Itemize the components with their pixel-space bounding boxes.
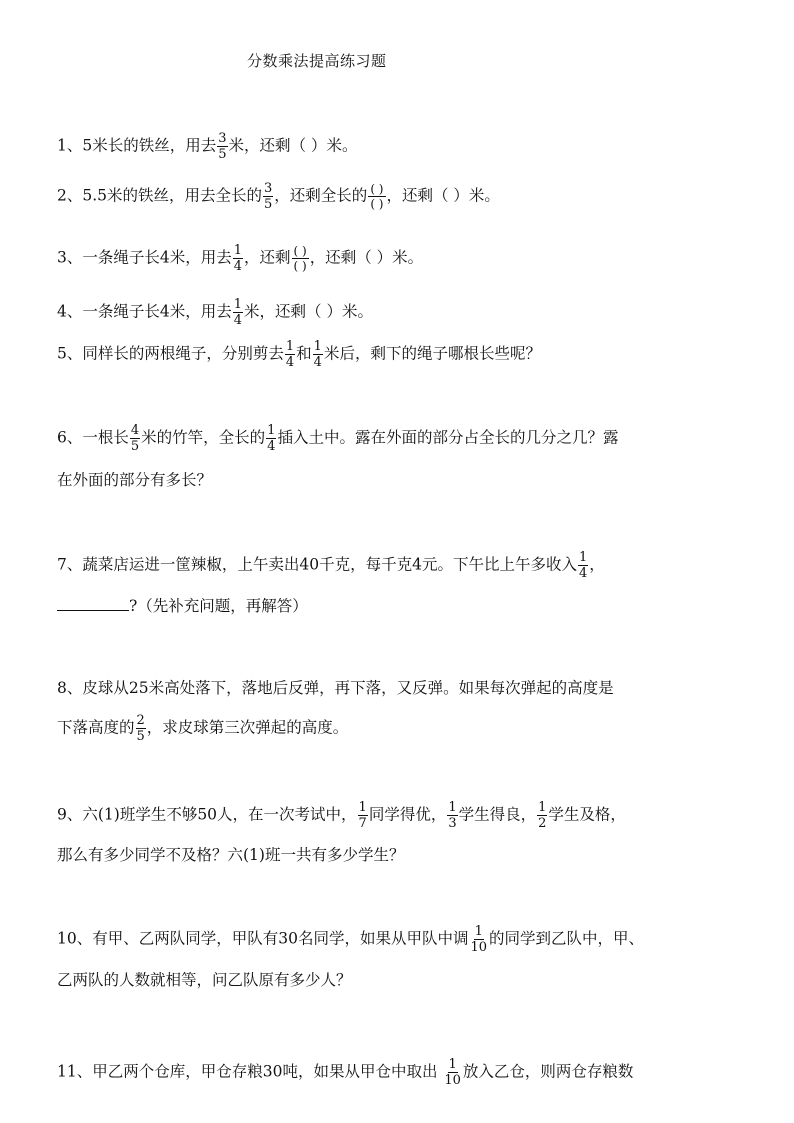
fraction: [217, 132, 227, 161]
problem-text: ，还剩全长的: [274, 186, 368, 205]
problem-10-line-2: [57, 968, 748, 992]
fraction: [447, 801, 457, 830]
denominator: 2: [538, 816, 547, 831]
answer-blank[interactable]: [57, 596, 129, 611]
problem-8: [57, 676, 748, 700]
numerator: 1: [233, 297, 243, 312]
problem-6-line-2: [57, 468, 748, 492]
problem-text: 同学得优，: [368, 805, 447, 824]
problem-text: 插入土中。露在外面的部分占全长的几分之几？露: [277, 428, 619, 447]
problem-4: [57, 298, 748, 327]
numerator: 4: [130, 423, 140, 438]
blank-fraction: [368, 183, 385, 210]
problem-text: 在外面的部分有多长？: [57, 471, 213, 489]
problem-2: [57, 182, 748, 211]
problem-9: [57, 801, 748, 830]
problem-1: [57, 132, 748, 161]
fraction: [130, 424, 140, 453]
numerator: 1: [538, 800, 547, 815]
fraction: [233, 298, 243, 327]
problem-text: ?（先补充问题，再解答）: [129, 597, 308, 615]
problem-text: ，求皮球第三次弹起的高度。: [146, 718, 349, 737]
problem-text: 10、有甲、乙两队同学，甲队有30名同学，如果从甲队中调: [57, 929, 469, 948]
numerator: ( ): [293, 244, 307, 258]
denominator: 5: [218, 147, 227, 162]
numerator: 3: [264, 181, 273, 196]
problem-text: 学生得良，: [458, 805, 537, 824]
problem-7: [57, 551, 748, 580]
problem-text: 米，还剩（ ）米。: [228, 136, 358, 155]
problem-text: 放入乙仓，则两仓存粮数: [462, 1062, 634, 1081]
problem-text: 米后，剩下的绳子哪根长些呢？: [323, 344, 541, 363]
denominator: ( ): [293, 259, 307, 273]
problem-text: 7、蔬菜店运进一筐辣椒，上午卖出40千克，每千克4元。下午比上午多收入: [57, 555, 577, 574]
problem-text: 2、5.5米的铁丝，用去全长的: [57, 186, 263, 205]
problem-text: 的同学到乙队中，甲、: [489, 929, 645, 948]
fraction: [578, 551, 588, 580]
problem-10: [57, 925, 748, 954]
fraction: [313, 340, 323, 369]
numerator: 1: [313, 339, 322, 354]
problem-text: 和: [296, 344, 312, 363]
numerator: 1: [267, 423, 276, 438]
problem-text: 米，还剩（ ）米。: [244, 302, 373, 321]
problem-text: 那么有多少同学不及格？六(1)班一共有多少学生？: [57, 846, 405, 864]
denominator: 10: [444, 1073, 461, 1088]
denominator: ( ): [370, 197, 384, 211]
problem-6: [57, 424, 748, 453]
numerator: 1: [474, 924, 483, 939]
problem-text: 1、5米长的铁丝，用去: [57, 136, 217, 155]
fraction: [266, 424, 276, 453]
problem-text: 6、一根长: [57, 428, 129, 447]
problem-text: 5、同样长的两根绳子，分别剪去: [57, 344, 284, 363]
numerator: ( ): [370, 182, 384, 196]
denominator: 5: [136, 729, 145, 744]
problem-text: 4、一条绳子长4米，用去: [57, 302, 232, 321]
fraction: [263, 182, 273, 211]
numerator: 1: [358, 800, 367, 815]
problem-9-line-2: [57, 843, 748, 867]
problem-text: ，还剩（ ）米。: [309, 248, 424, 267]
denominator: 10: [470, 940, 487, 955]
numerator: 3: [218, 131, 227, 146]
denominator: 4: [285, 355, 295, 370]
numerator: 1: [448, 800, 457, 815]
fraction: [285, 340, 295, 369]
denominator: 5: [130, 439, 140, 454]
blank-fraction: [292, 245, 309, 272]
problem-text: ，还剩（ ）米。: [386, 186, 500, 205]
problem-3: [57, 244, 748, 273]
numerator: 2: [136, 713, 145, 728]
problem-text: 3、一条绳子长4米，用去: [57, 248, 232, 267]
denominator: 4: [233, 259, 243, 274]
problem-text: ，还剩: [244, 248, 291, 267]
denominator: 4: [233, 313, 243, 328]
fraction: [136, 714, 146, 743]
problem-text: 乙两队的人数就相等，问乙队原有多少人？: [57, 971, 352, 989]
denominator: 3: [448, 816, 457, 831]
denominator: 4: [313, 355, 322, 370]
numerator: 1: [578, 550, 588, 565]
problem-text: 11、甲乙两个仓库，甲仓存粮30吨，如果从甲仓中取出: [57, 1062, 443, 1081]
problem-5: [57, 340, 748, 369]
fraction: [469, 925, 488, 954]
fraction: [537, 801, 547, 830]
problem-text: 9、六(1)班学生不够50人，在一次考试中，: [57, 805, 357, 824]
numerator: 1: [448, 1057, 457, 1072]
problem-text: 8、皮球从25米高处落下，落地后反弹，再下落，又反弹。如果每次弹起的高度是: [57, 679, 614, 697]
problem-7-line-2: [57, 594, 748, 618]
denominator: 4: [578, 566, 588, 581]
problem-text: 米的竹竿，全长的: [141, 428, 266, 447]
page-title: 分数乘法提高练习题: [247, 52, 387, 70]
fraction: [233, 244, 243, 273]
denominator: 7: [358, 816, 367, 831]
numerator: 1: [285, 339, 295, 354]
problem-11: [57, 1058, 748, 1087]
problem-text: ，: [589, 555, 605, 574]
denominator: 4: [267, 439, 276, 454]
problem-8-line-2: [57, 714, 748, 743]
numerator: 1: [233, 243, 243, 258]
fraction: [358, 801, 368, 830]
denominator: 5: [264, 197, 273, 212]
fraction: [443, 1058, 462, 1087]
problem-text: 学生及格，: [548, 805, 626, 824]
problem-text: 下落高度的: [57, 718, 135, 737]
